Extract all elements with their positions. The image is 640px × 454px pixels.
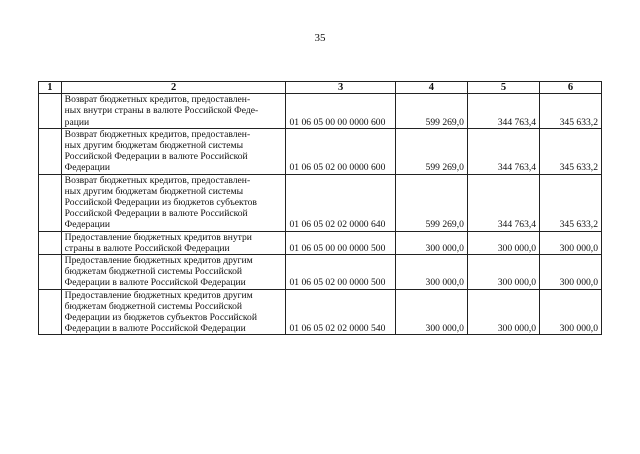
column-header: 1	[39, 82, 62, 94]
row-value-col6: 345 633,2	[540, 174, 602, 231]
row-value-col5: 300 000,0	[467, 231, 539, 254]
row-name-cell: Возврат бюджетных кредитов, предоставлен- ных другим бюджетам бюджетной системы Российской Федерации из бюджетов субъектов Российской Федерации в валюте Российской Федерации	[61, 174, 286, 231]
column-header: 6	[540, 82, 602, 94]
row-value-col5: 300 000,0	[467, 289, 539, 335]
row-value-col5: 344 763,4	[467, 128, 539, 174]
row-value-col4: 599 269,0	[395, 94, 467, 129]
row-number-cell	[39, 231, 62, 254]
row-value-col4: 599 269,0	[395, 128, 467, 174]
column-header: 2	[61, 82, 286, 94]
row-name-cell: Предоставление бюджетных кредитов другим бюджетам бюджетной системы Российской Федерации в валюте Российской Федерации	[61, 255, 286, 290]
column-header: 3	[286, 82, 395, 94]
row-code-cell: 01 06 05 02 00 0000 600	[286, 128, 395, 174]
row-value-col5: 344 763,4	[467, 174, 539, 231]
row-value-col6: 345 633,2	[540, 94, 602, 129]
row-code-cell: 01 06 05 00 00 0000 600	[286, 94, 395, 129]
row-code-cell: 01 06 05 02 02 0000 640	[286, 174, 395, 231]
table-row	[39, 289, 602, 335]
table-row	[39, 174, 602, 231]
row-value-col5: 300 000,0	[467, 255, 539, 290]
row-name-cell: Возврат бюджетных кредитов, предоставлен- ных внутри страны в валюте Российской Феде- рации	[61, 94, 286, 129]
row-name-cell: Предоставление бюджетных кредитов внутри страны в валюте Российской Федерации	[61, 231, 286, 254]
row-value-col4: 300 000,0	[395, 289, 467, 335]
row-number-cell	[39, 128, 62, 174]
table-row	[39, 128, 602, 174]
row-value-col4: 300 000,0	[395, 231, 467, 254]
row-number-cell	[39, 174, 62, 231]
table-header-row	[39, 82, 602, 94]
row-number-cell	[39, 289, 62, 335]
row-code-cell: 01 06 05 02 02 0000 540	[286, 289, 395, 335]
row-name-cell: Возврат бюджетных кредитов, предоставлен- ных другим бюджетам бюджетной системы Российской Федерации в валюте Российской Федерации	[61, 128, 286, 174]
row-value-col4: 599 269,0	[395, 174, 467, 231]
row-value-col4: 300 000,0	[395, 255, 467, 290]
table-row	[39, 231, 602, 254]
row-value-col6: 300 000,0	[540, 255, 602, 290]
row-number-cell	[39, 94, 62, 129]
column-header: 5	[467, 82, 539, 94]
table-row	[39, 94, 602, 129]
row-value-col6: 345 633,2	[540, 128, 602, 174]
column-header: 4	[395, 82, 467, 94]
row-code-cell: 01 06 05 00 00 0000 500	[286, 231, 395, 254]
row-value-col6: 300 000,0	[540, 289, 602, 335]
row-name-cell: Предоставление бюджетных кредитов другим бюджетам бюджетной системы Российской Федерации из бюджетов субъектов Российской Федерации в валюте Российской Федерации	[61, 289, 286, 335]
row-value-col6: 300 000,0	[540, 231, 602, 254]
table-row	[39, 255, 602, 290]
row-code-cell: 01 06 05 02 00 0000 500	[286, 255, 395, 290]
row-value-col5: 344 763,4	[467, 94, 539, 129]
budget-credits-table	[38, 81, 602, 335]
row-number-cell	[39, 255, 62, 290]
page-number: 35	[314, 32, 326, 44]
